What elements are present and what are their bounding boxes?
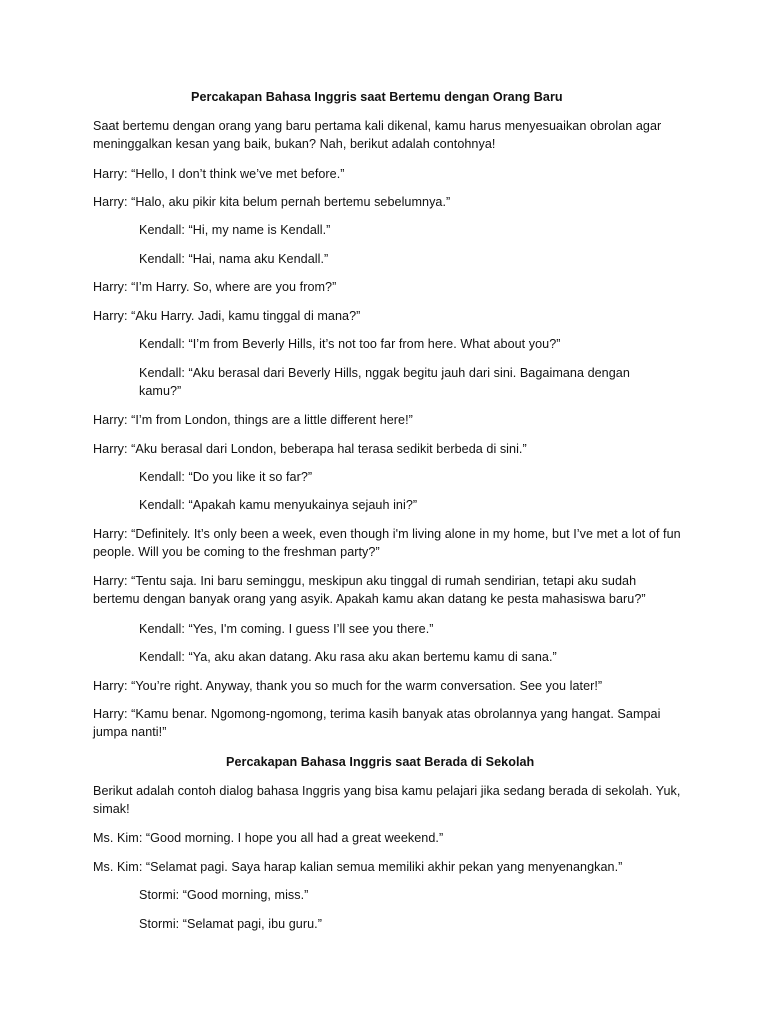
section1-intro: Saat bertemu dengan orang yang baru pertama kali dikenal, kamu harus menyesuaikan obrolan agar meninggalkan kesan yang baik, bukan? Nah, berikut adalah contohnya! (93, 119, 662, 151)
dialog-line: Kendall: “Hai, nama aku Kendall.” (139, 252, 329, 266)
dialog-line: Harry: “I’m Harry. So, where are you from?” (93, 280, 337, 294)
dialog-line: Harry: “Definitely. It’s only been a week, even though i'm living alone in my home, but I’ve met a lot of fun people. Will you be coming to the freshman party?” (93, 527, 681, 559)
dialog-line: Kendall: “Apakah kamu menyukainya sejauh ini?” (139, 498, 418, 512)
dialog-line: Kendall: “Hi, my name is Kendall.” (139, 223, 331, 237)
dialog-line: Harry: “Aku Harry. Jadi, kamu tinggal di mana?” (93, 309, 361, 323)
dialog-line: Ms. Kim: “Selamat pagi. Saya harap kalian semua memiliki akhir pekan yang menyenangkan.” (93, 860, 623, 874)
dialog-line: Kendall: “Yes, I'm coming. I guess I’ll see you there.” (139, 622, 434, 636)
dialog-line: Harry: “Hello, I don’t think we’ve met before.” (93, 167, 345, 181)
dialog-line: Harry: “You’re right. Anyway, thank you so much for the warm conversation. See you later!” (93, 679, 603, 693)
dialog-line: Stormi: “Selamat pagi, ibu guru.” (139, 917, 322, 931)
dialog-line: Harry: “Kamu benar. Ngomong-ngomong, terima kasih banyak atas obrolannya yang hangat. Sampai jumpa nanti!” (93, 707, 661, 739)
dialog-line: Harry: “I’m from London, things are a little different here!” (93, 413, 413, 427)
dialog-line: Harry: “Tentu saja. Ini baru seminggu, meskipun aku tinggal di rumah sendirian, tetapi aku sudah bertemu dengan banyak orang yang asyik. Apakah kamu akan datang ke pesta mahasiswa baru?” (93, 574, 646, 606)
dialog-line: Kendall: “Do you like it so far?” (139, 470, 313, 484)
dialog-line: Harry: “Aku berasal dari London, beberapa hal terasa sedikit berbeda di sini.” (93, 442, 527, 456)
section1-title: Percakapan Bahasa Inggris saat Bertemu dengan Orang Baru (191, 90, 563, 104)
section2-intro: Berikut adalah contoh dialog bahasa Inggris yang bisa kamu pelajari jika sedang berada di sekolah. Yuk, simak! (93, 784, 681, 816)
dialog-line: Stormi: “Good morning, miss.” (139, 888, 309, 902)
dialog-line: Harry: “Halo, aku pikir kita belum pernah bertemu sebelumnya.” (93, 195, 451, 209)
dialog-line: Ms. Kim: “Good morning. I hope you all had a great weekend.” (93, 831, 444, 845)
dialog-line: Kendall: “Aku berasal dari Beverly Hills, nggak begitu jauh dari sini. Bagaimana dengan kamu?” (139, 366, 630, 398)
dialog-line: Kendall: “I’m from Beverly Hills, it’s not too far from here. What about you?” (139, 337, 561, 351)
dialog-line: Kendall: “Ya, aku akan datang. Aku rasa aku akan bertemu kamu di sana.” (139, 650, 557, 664)
section2-title: Percakapan Bahasa Inggris saat Berada di Sekolah (226, 755, 535, 769)
